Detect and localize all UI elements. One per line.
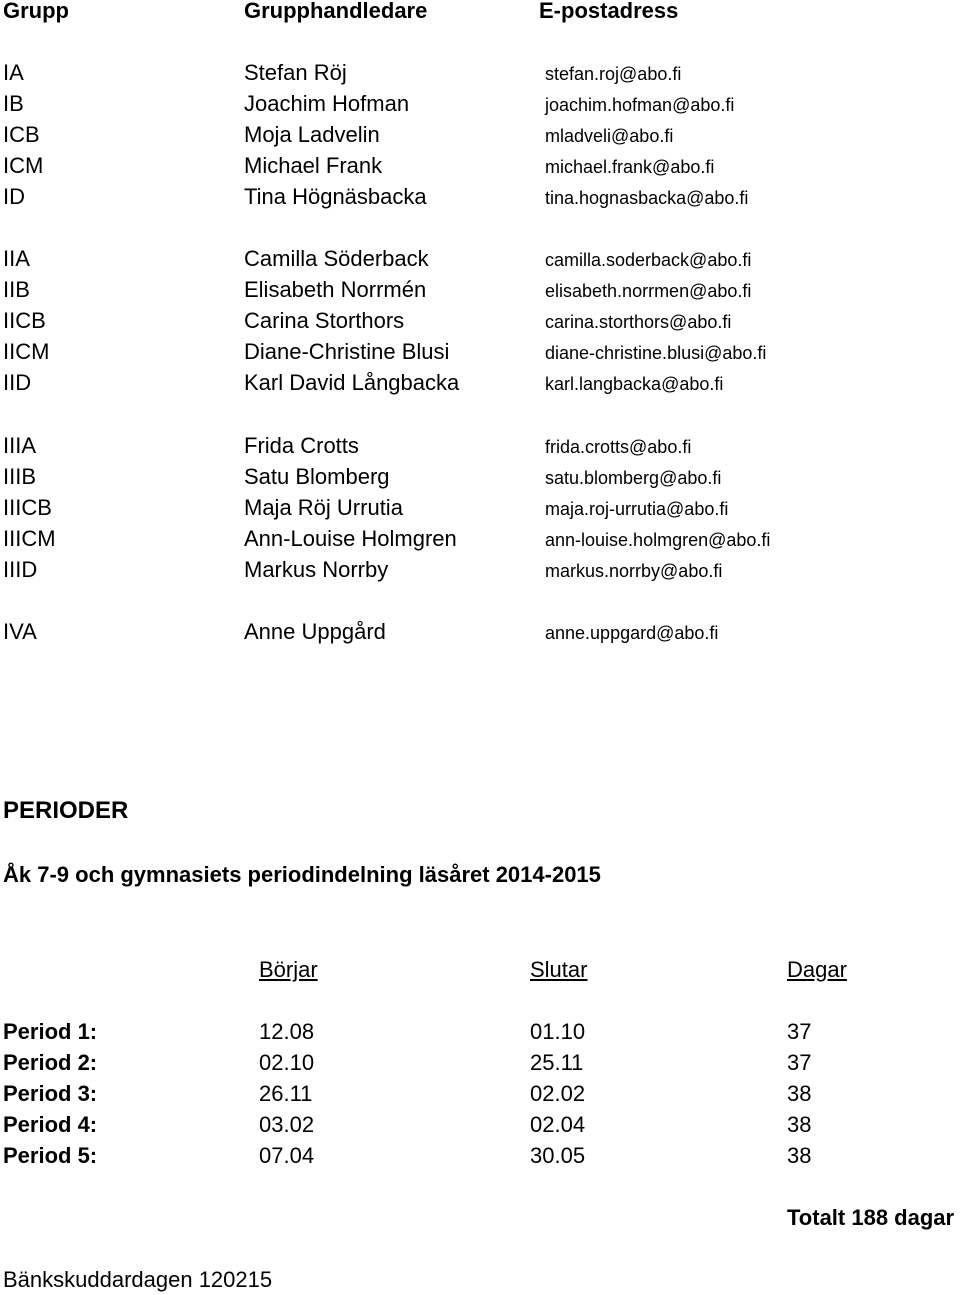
group-leader: Moja Ladvelin — [244, 122, 380, 147]
period-end: 02.02 — [530, 1081, 586, 1106]
header-email: E-postadress — [539, 0, 679, 23]
group-code: IIICB — [3, 495, 52, 520]
periods-col-end: Slutar — [530, 957, 588, 982]
group-leader: Markus Norrby — [244, 557, 389, 582]
period-end: 01.10 — [530, 1019, 586, 1044]
group-email: mladveli@abo.fi — [545, 126, 674, 146]
group-code: IB — [3, 91, 24, 116]
group-code: ID — [3, 184, 25, 209]
periods-total: Totalt 188 dagar — [787, 1205, 955, 1230]
periods-col-days: Dagar — [787, 957, 847, 982]
section-title-periods: PERIODER — [3, 797, 129, 824]
group-leader: Ann-Louise Holmgren — [244, 526, 457, 551]
group-leader: Elisabeth Norrmén — [244, 277, 427, 302]
group-leader: Karl David Långbacka — [244, 370, 460, 395]
header-group: Grupp — [3, 0, 69, 23]
group-email: satu.blomberg@abo.fi — [545, 468, 722, 488]
group-leader: Satu Blomberg — [244, 464, 390, 489]
group-email: michael.frank@abo.fi — [545, 157, 715, 177]
period-start: 26.11 — [259, 1081, 313, 1106]
group-leader: Diane-Christine Blusi — [244, 339, 450, 364]
period-label: Period 3: — [3, 1081, 98, 1106]
period-start: 07.04 — [259, 1143, 315, 1168]
group-email: tina.hognasbacka@abo.fi — [545, 188, 749, 208]
group-email: ann-louise.holmgren@abo.fi — [545, 530, 771, 550]
group-code: IICM — [3, 339, 50, 364]
group-code: ICB — [3, 122, 40, 147]
period-label: Period 1: — [3, 1019, 98, 1044]
period-label: Period 5: — [3, 1143, 98, 1168]
group-email: camilla.soderback@abo.fi — [545, 250, 752, 270]
period-days: 37 — [787, 1019, 812, 1044]
group-email: elisabeth.norrmen@abo.fi — [545, 281, 752, 301]
period-days: 37 — [787, 1050, 812, 1075]
group-leader: Joachim Hofman — [244, 91, 410, 116]
group-email: stefan.roj@abo.fi — [545, 64, 682, 84]
group-email: maja.roj-urrutia@abo.fi — [545, 499, 729, 519]
group-email: frida.crotts@abo.fi — [545, 437, 692, 457]
group-code: IA — [3, 60, 24, 85]
group-code: IIIB — [3, 464, 37, 489]
group-email: carina.storthors@abo.fi — [545, 312, 732, 332]
period-days: 38 — [787, 1143, 812, 1168]
footer-note: Bänkskuddardagen 120215 — [3, 1267, 273, 1292]
header-leader: Grupphandledare — [244, 0, 428, 23]
group-code: IICB — [3, 308, 46, 333]
group-leader: Frida Crotts — [244, 433, 359, 458]
group-email: diane-christine.blusi@abo.fi — [545, 343, 767, 363]
group-code: IIIA — [3, 433, 37, 458]
period-end: 02.04 — [530, 1112, 586, 1137]
group-leader: Stefan Röj — [244, 60, 347, 85]
periods-col-start: Börjar — [259, 957, 318, 982]
group-code: ICM — [3, 153, 44, 178]
periods-subtitle: Åk 7-9 och gymnasiets periodindelning läsåret 2014-2015 — [3, 862, 601, 887]
period-start: 02.10 — [259, 1050, 315, 1075]
period-end: 25.11 — [530, 1050, 584, 1075]
group-leader: Tina Högnäsbacka — [244, 184, 427, 209]
period-label: Period 2: — [3, 1050, 98, 1075]
group-code: IIICM — [3, 526, 56, 551]
group-code: IID — [3, 370, 32, 395]
group-code: IIID — [3, 557, 38, 582]
group-leader: Camilla Söderback — [244, 246, 429, 271]
group-email: joachim.hofman@abo.fi — [545, 95, 735, 115]
period-start: 12.08 — [259, 1019, 315, 1044]
group-email: anne.uppgard@abo.fi — [545, 623, 719, 643]
group-email: karl.langbacka@abo.fi — [545, 374, 724, 394]
group-code: IIB — [3, 277, 30, 302]
group-email: markus.norrby@abo.fi — [545, 561, 723, 581]
period-days: 38 — [787, 1081, 812, 1106]
group-leader: Carina Storthors — [244, 308, 405, 333]
period-days: 38 — [787, 1112, 812, 1137]
period-start: 03.02 — [259, 1112, 315, 1137]
period-label: Period 4: — [3, 1112, 98, 1137]
group-code: IVA — [3, 619, 37, 644]
group-leader: Maja Röj Urrutia — [244, 495, 403, 520]
period-end: 30.05 — [530, 1143, 586, 1168]
group-leader: Anne Uppgård — [244, 619, 386, 644]
group-code: IIA — [3, 246, 30, 271]
group-leader: Michael Frank — [244, 153, 383, 178]
